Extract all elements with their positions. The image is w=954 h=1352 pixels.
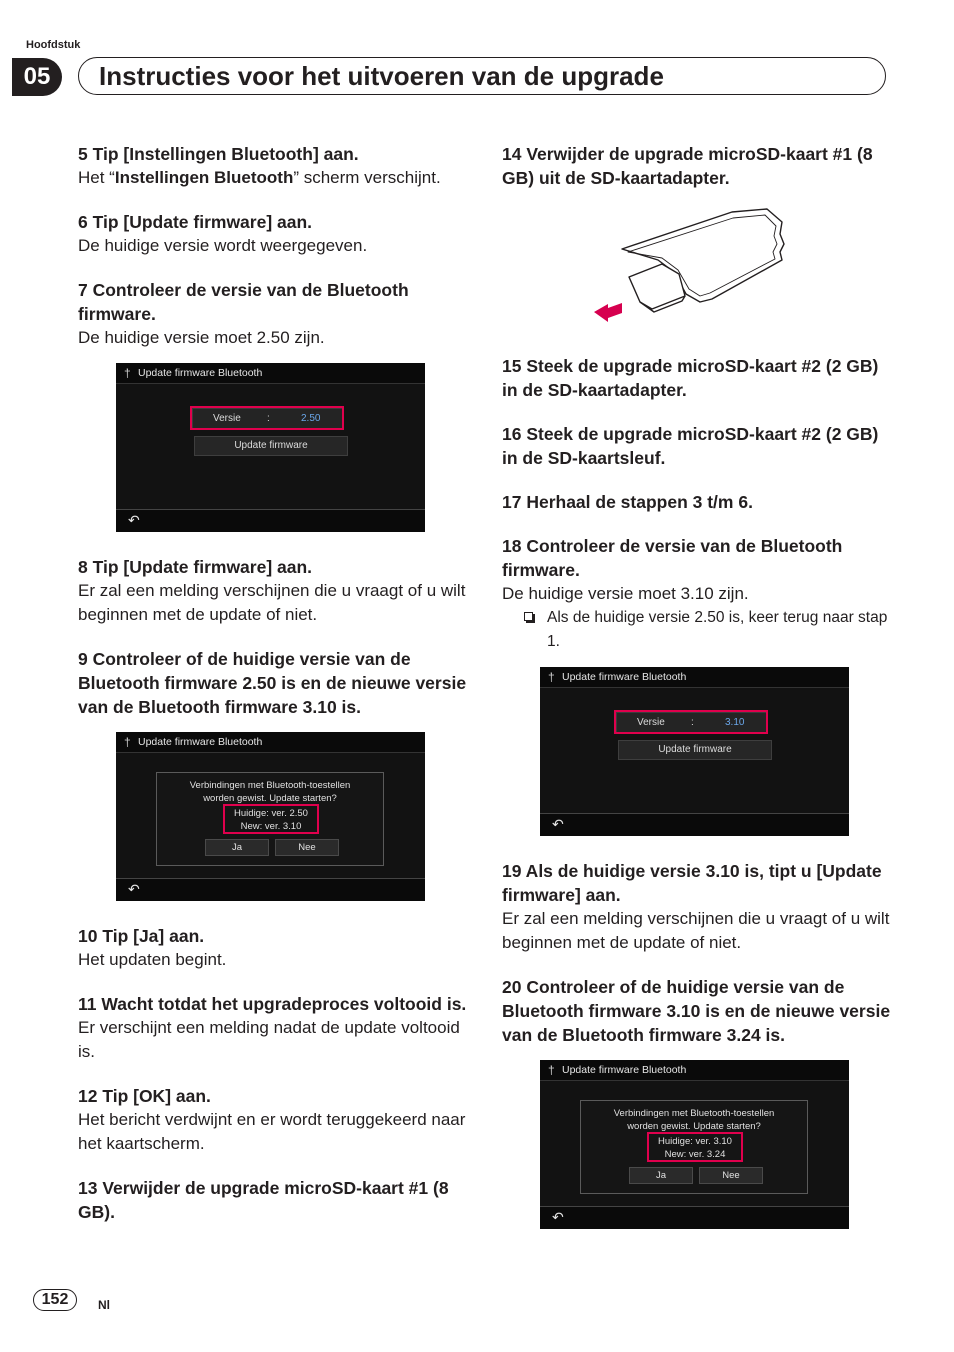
step-body: De huidige versie moet 3.10 zijn. <box>502 584 749 603</box>
back-arrow-icon[interactable]: ↶ <box>128 881 140 897</box>
dialog-line-1: Verbindingen met Bluetooth-toestellen <box>613 1108 775 1119</box>
step-14 <box>502 142 894 190</box>
footer-bar <box>116 878 425 901</box>
title-bar <box>116 363 425 384</box>
footer-bar <box>540 813 849 836</box>
step-8 <box>78 555 468 627</box>
step-13 <box>78 1176 468 1224</box>
right-column <box>502 142 894 1252</box>
step-title: 18 Controleer de versie van de Bluetooth firmware. <box>502 536 843 580</box>
step-11 <box>78 992 468 1064</box>
step-12 <box>78 1084 468 1156</box>
step-title: 8 Tip [Update firmware] aan. <box>78 557 313 577</box>
section-label: Hoofdstuk <box>26 39 81 51</box>
step-16 <box>502 422 894 470</box>
dialog-line-2: worden gewist. Update starten? <box>627 1121 761 1132</box>
step-title: 15 Steek de upgrade microSD-kaart #2 (2 GB) in de SD-kaartadapter. <box>502 356 879 400</box>
title-bar <box>116 732 425 753</box>
version-highlight <box>190 406 344 430</box>
chapter-number-badge: 05 <box>12 58 62 96</box>
step-body: De huidige versie moet 2.50 zijn. <box>78 328 325 347</box>
screen-title: Update firmware Bluetooth <box>138 736 263 748</box>
yes-button[interactable]: Ja <box>629 1167 693 1184</box>
step-17 <box>502 490 894 514</box>
current-version: Huidige: ver. 2.50 <box>234 808 308 819</box>
version-label: Versie <box>213 413 241 424</box>
screenshot-update-firmware-250 <box>116 363 425 532</box>
step-body: Er verschijnt een melding nadat de update voltooid is. <box>78 1018 460 1061</box>
sd-card-adapter-icon <box>582 204 812 324</box>
note-checkbox-icon <box>524 612 533 621</box>
version-highlight <box>614 710 768 734</box>
step-title: 19 Als de huidige versie 3.10 is, tipt u [Update firmware] aan. <box>502 861 882 905</box>
back-arrow-icon[interactable]: ↶ <box>552 816 564 832</box>
pioneer-logo-icon: † <box>548 1063 555 1077</box>
step-body: Het bericht verdwijnt en er wordt teruggekeerd naar het kaartscherm. <box>78 1110 466 1153</box>
update-firmware-button[interactable]: Update firmware <box>194 436 348 456</box>
step-9 <box>78 647 468 719</box>
current-version: Huidige: ver. 3.10 <box>658 1136 732 1147</box>
step-title: 20 Controleer of de huidige versie van de Bluetooth firmware 3.10 is en de nieuwe versie van de Bluetooth firmware 3.24 is. <box>502 977 891 1045</box>
version-colon: : <box>267 413 270 424</box>
back-arrow-icon[interactable]: ↶ <box>128 512 140 528</box>
version-value: 2.50 <box>301 413 321 424</box>
title-bar <box>540 667 849 688</box>
step-title: 12 Tip [OK] aan. <box>78 1086 211 1106</box>
step-body: Er zal een melding verschijnen die u vraagt of u wilt beginnen met de update of niet. <box>78 581 466 624</box>
step-5 <box>78 142 468 190</box>
back-arrow-icon[interactable]: ↶ <box>552 1209 564 1225</box>
pioneer-logo-icon: † <box>548 670 555 684</box>
step-18 <box>502 534 894 654</box>
page-number: 152 <box>33 1289 77 1311</box>
step-title: 17 Herhaal de stappen 3 t/m 6. <box>502 492 753 512</box>
no-button[interactable]: Nee <box>275 839 339 856</box>
step-body: Het “Instellingen Bluetooth” scherm verschijnt. <box>78 168 441 187</box>
screenshot-update-dialog-250-310 <box>116 732 425 901</box>
step-title: 6 Tip [Update firmware] aan. <box>78 212 313 232</box>
version-colon: : <box>691 717 694 728</box>
pioneer-logo-icon: † <box>124 735 131 749</box>
step-15 <box>502 354 894 402</box>
update-firmware-button[interactable]: Update firmware <box>618 740 772 760</box>
new-version: New: ver. 3.24 <box>664 1149 726 1160</box>
step-body: De huidige versie wordt weergegeven. <box>78 236 368 255</box>
step-10 <box>78 924 468 972</box>
step-title: 11 Wacht totdat het upgradeproces voltooid is. <box>78 994 467 1014</box>
language-code: Nl <box>98 1298 110 1312</box>
note <box>502 606 894 654</box>
step-19 <box>502 859 894 955</box>
step-title: 10 Tip [Ja] aan. <box>78 926 205 946</box>
sd-adapter-illustration <box>582 204 812 324</box>
screen-title: Update firmware Bluetooth <box>138 367 263 379</box>
version-highlight <box>223 804 319 834</box>
new-version: New: ver. 3.10 <box>240 821 302 832</box>
yes-button[interactable]: Ja <box>205 839 269 856</box>
dialog-line-1: Verbindingen met Bluetooth-toestellen <box>189 780 351 791</box>
title-bar <box>540 1060 849 1081</box>
chapter-title-frame <box>78 57 886 95</box>
confirm-dialog <box>156 772 384 866</box>
step-7 <box>78 278 468 350</box>
step-title: 9 Controleer of de huidige versie van de Bluetooth firmware 2.50 is en de nieuwe versie van de Bluetooth firmware 3.10 is. <box>78 649 467 717</box>
screen-title: Update firmware Bluetooth <box>562 1064 687 1076</box>
footer-bar <box>116 509 425 532</box>
step-title: 14 Verwijder de upgrade microSD-kaart #1 (8 GB) uit de SD-kaartadapter. <box>502 144 873 188</box>
left-arrow-icon <box>594 303 622 322</box>
step-title: 7 Controleer de versie van de Bluetooth firmware. <box>78 280 409 324</box>
footer-bar <box>540 1206 849 1229</box>
screenshot-update-dialog-310-324 <box>540 1060 849 1229</box>
screen-title: Update firmware Bluetooth <box>562 671 687 683</box>
step-title: 16 Steek de upgrade microSD-kaart #2 (2 GB) in de SD-kaartsleuf. <box>502 424 879 468</box>
pioneer-logo-icon: † <box>124 366 131 380</box>
version-label: Versie <box>637 717 665 728</box>
step-title: 13 Verwijder de upgrade microSD-kaart #1 (8 GB). <box>78 1178 449 1222</box>
screenshot-update-firmware-310 <box>540 667 849 836</box>
confirm-dialog <box>580 1100 808 1194</box>
note-text: Als de huidige versie 2.50 is, keer terug naar stap 1. <box>547 609 888 650</box>
version-highlight <box>647 1132 743 1162</box>
step-body: Er zal een melding verschijnen die u vraagt of u wilt beginnen met de update of niet. <box>502 909 890 952</box>
step-body: Het updaten begint. <box>78 950 227 969</box>
no-button[interactable]: Nee <box>699 1167 763 1184</box>
step-20 <box>502 975 894 1047</box>
chapter-title: Instructies voor het uitvoeren van de upgrade <box>99 61 664 91</box>
version-value: 3.10 <box>725 717 745 728</box>
dialog-line-2: worden gewist. Update starten? <box>203 793 337 804</box>
step-6 <box>78 210 468 258</box>
step-title: 5 Tip [Instellingen Bluetooth] aan. <box>78 144 359 164</box>
left-column <box>78 142 468 1244</box>
